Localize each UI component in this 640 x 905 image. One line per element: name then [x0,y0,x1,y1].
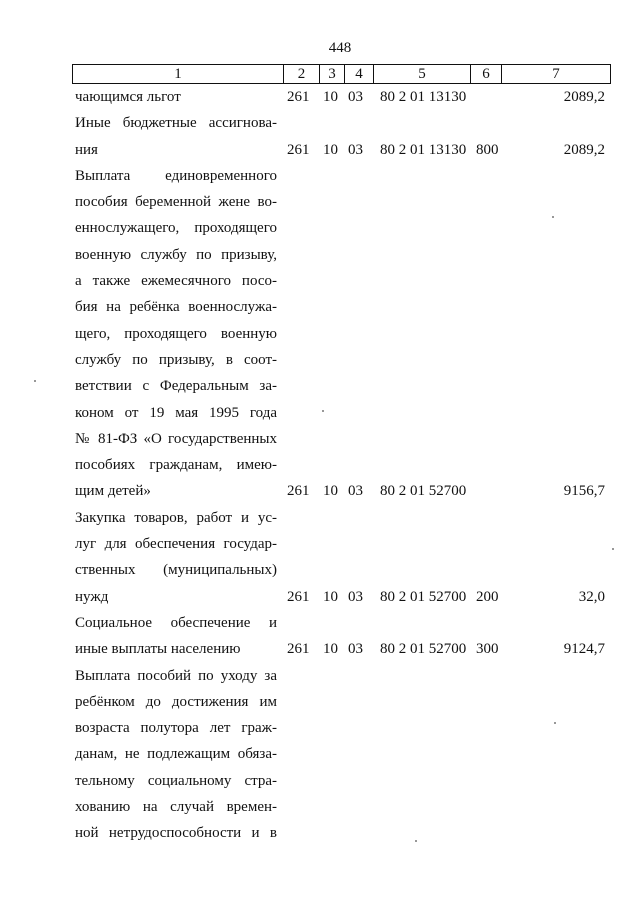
cell-subsection-code: 03 [348,588,363,605]
description-line: ния [75,141,98,158]
column-header-5: 5 [374,65,471,84]
column-header-3: 3 [320,65,345,84]
scan-speck [34,380,36,382]
cell-section-code: 10 [323,141,338,158]
description-line: щим детей» [75,483,151,500]
cell-section-code: 10 [323,641,338,658]
description-line: Выплата единовременного [75,167,277,184]
row-description [75,505,277,610]
scan-speck [552,216,554,218]
description-line: возраста полутора лет граж- [75,720,277,737]
cell-ministry-code: 261 [287,89,310,105]
table-row [0,163,640,505]
description-line: ветствии с Федеральным за- [75,378,277,395]
description-line: Иные бюджетные ассигнова- [75,115,277,132]
cell-target-article: 80 2 01 52700 [380,588,467,605]
budget-rows [0,84,640,847]
cell-expense-type: 200 [476,588,499,605]
description-line: Выплата пособий по уходу за [75,667,277,684]
scan-speck [554,722,556,724]
cell-amount: 32,0 [578,588,605,605]
cell-target-article: 80 2 01 13130 [380,141,467,158]
row-description [75,610,277,663]
column-header-1: 1 [73,65,284,84]
cell-target-article: 80 2 01 13130 [380,89,467,105]
cell-section-code: 10 [323,89,338,105]
scan-speck [612,548,614,550]
table-row [0,84,640,110]
cell-subsection-code: 03 [348,141,363,158]
cell-subsection-code: 03 [348,89,363,105]
row-description [75,663,277,847]
description-line: луг для обеспечения государ- [75,536,277,553]
description-line: Закупка товаров, работ и ус- [75,509,277,526]
row-description [75,84,277,110]
description-line: а также ежемесячного посо- [75,273,277,290]
cell-target-article: 80 2 01 52700 [380,641,467,658]
cell-expense-type: 800 [476,141,499,158]
cell-amount: 9124,7 [563,641,605,658]
row-description [75,163,277,505]
table-row [0,110,640,163]
description-line: пособия беременной жене во- [75,194,277,211]
description-line: пособиях гражданам, имею- [75,457,277,474]
description-line: № 81-ФЗ «О государственных [75,430,277,447]
description-line: службу по призыву, в соот- [75,351,277,368]
column-header-table [72,64,611,84]
table-row [0,505,640,610]
description-line: еннослужащего, проходящего [75,220,277,237]
table-row [0,663,640,847]
row-description [75,110,277,163]
cell-subsection-code: 03 [348,483,363,500]
cell-amount: 2089,2 [563,89,605,105]
description-line: коном от 19 мая 1995 года [75,404,277,421]
cell-amount: 9156,7 [563,483,605,500]
column-header-6: 6 [471,65,502,84]
scan-speck [415,840,417,842]
description-line: военную службу по призыву, [75,246,277,263]
description-line: нужд [75,588,109,605]
description-line: иные выплаты населению [75,641,241,658]
description-line: тельному социальному стра- [75,772,277,789]
description-line: данам, не подлежащим обяза- [75,746,277,763]
description-line: щего, проходящего военную [75,325,277,342]
cell-section-code: 10 [323,483,338,500]
cell-target-article: 80 2 01 52700 [380,483,467,500]
cell-amount: 2089,2 [563,141,605,158]
cell-ministry-code: 261 [287,641,310,658]
page-number: 448 [328,40,352,56]
cell-section-code: 10 [323,588,338,605]
column-header-7: 7 [502,65,611,84]
description-line: хованию на случай времен- [75,799,277,816]
scan-speck [322,410,324,412]
cell-ministry-code: 261 [287,588,310,605]
description-line: Социальное обеспечение и [75,614,277,631]
description-line: ственных (муниципальных) [75,562,277,579]
description-line: чающимся льгот [75,89,181,105]
description-line: ребёнком до достижения им [75,693,277,710]
cell-ministry-code: 261 [287,483,310,500]
description-line: ной нетрудоспособности и в [75,825,277,842]
column-header-4: 4 [345,65,374,84]
table-row [0,610,640,663]
description-line: бия на ребёнка военнослужа- [75,299,277,316]
cell-ministry-code: 261 [287,141,310,158]
column-header-2: 2 [284,65,320,84]
cell-subsection-code: 03 [348,641,363,658]
cell-expense-type: 300 [476,641,499,658]
